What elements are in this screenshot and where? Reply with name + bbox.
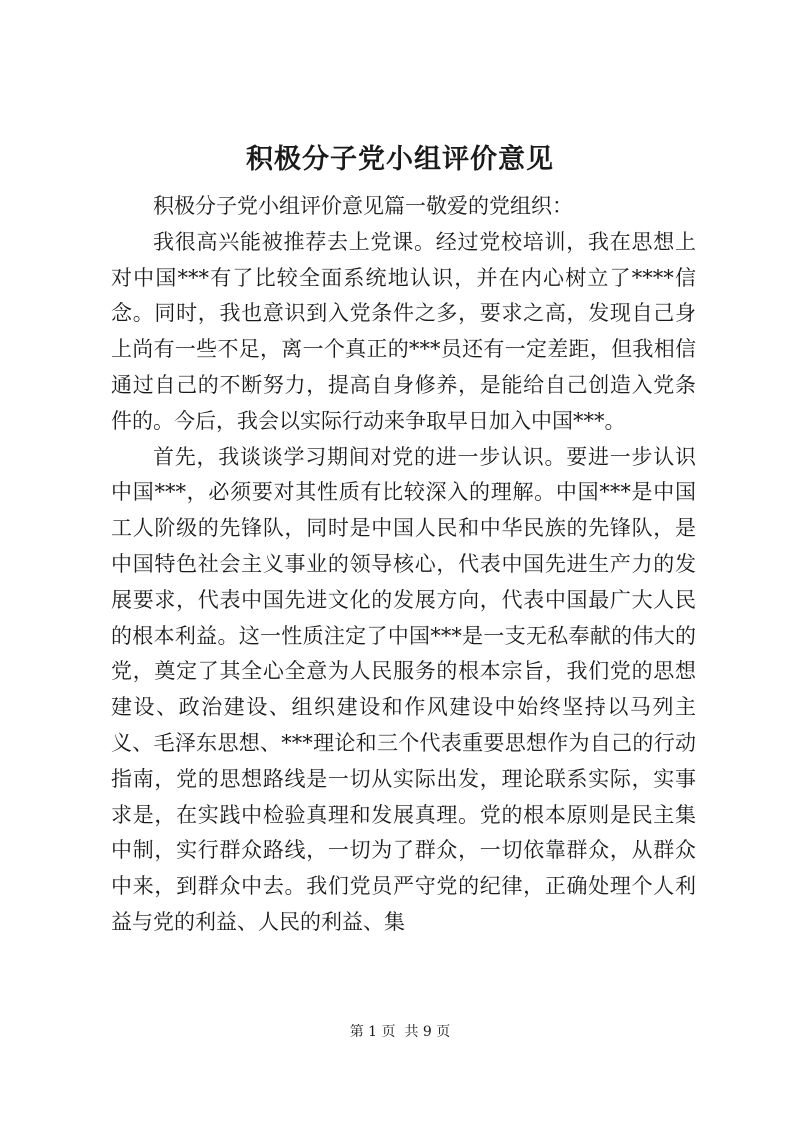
- paragraph-salutation: 积极分子党小组评价意见篇一敬爱的党组织：: [153, 194, 573, 218]
- paragraph-understanding: 首先，我谈谈学习期间对党的进一步认识。要进一步认识中国***，必须要对其性质有比较深入的理解。中国***是中国工人阶级的先锋队，同时是中国人民和中华民族的先锋队，是中国特色社会主义事业的领导核心，代表中国先进生产力的发展要求，代表中国先进文化的发展方向，代表中国最广大人民的根本利益。这一性质注定了中国***是一支无私奉献的伟大的党，奠定了其全心全意为人民服务的根本宗旨，我们党的思想建设、政治建设、组织建设和作风建设中始终坚持以马列主义、毛泽东思想、***理论和三个代表重要思想作为自己的行动指南，党的思想路线是一切从实际出发，理论联系实际，实事求是，在实践中检验真理和发展真理。党的根本原则是民主集中制，实行群众路线，一切为了群众，一切依靠群众，从群众中来，到群众中去。我们党员严守党的纪律，正确处理个人利益与党的利益、人民的利益、集: [111, 444, 696, 934]
- page-total: 共 9 页: [404, 1024, 451, 1040]
- document-body: [111, 189, 696, 941]
- page-number: 第 1 页: [349, 1024, 396, 1040]
- paragraph-intro: 我很高兴能被推荐去上党课。经过党校培训，我在思想上对中国***有了比较全面系统地认识，并在内心树立了****信念。同时，我也意识到入党条件之多，要求之高，发现自己身上尚有一些不足，离一个真正的***员还有一定差距，但我相信通过自己的不断努力，提高自身修养，是能给自己创造入党条件的。今后，我会以实际行动来争取早日加入中国***。: [111, 229, 696, 433]
- page-footer: [0, 1022, 800, 1042]
- document-title: 积极分子党小组评价意见: [246, 144, 554, 175]
